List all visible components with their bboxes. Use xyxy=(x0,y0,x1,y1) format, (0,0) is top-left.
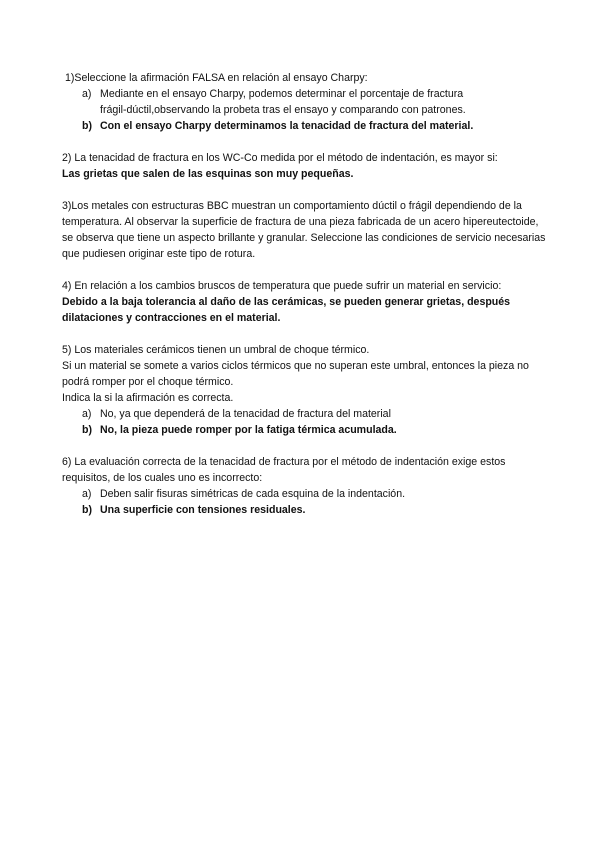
question-1-option-a xyxy=(62,86,574,118)
question-2 xyxy=(62,150,574,182)
question-1-stem: 1)Seleccione la afirmación FALSA en relación al ensayo Charpy: xyxy=(62,72,368,84)
question-5-line-1: 5) Los materiales cerámicos tienen un umbral de choque térmico. xyxy=(62,344,370,356)
option-a-text: No, ya que dependerá de la tenacidad de fractura del material xyxy=(100,408,391,420)
option-b-text: Una superficie con tensiones residuales. xyxy=(100,504,306,516)
question-5-option-a xyxy=(62,406,574,422)
question-5 xyxy=(62,342,574,438)
option-b-text: Con el ensayo Charpy determinamos la tenacidad de fractura del material. xyxy=(100,120,474,132)
question-2-stem: 2) La tenacidad de fractura en los WC-Co medida por el método de indentación, es mayor si: xyxy=(62,152,498,164)
question-5-line-2: Si un material se somete a varios ciclos térmicos que no superan este umbral, entonces la pieza no xyxy=(62,360,529,372)
question-6-line-1: 6) La evaluación correcta de la tenacidad de fractura por el método de indentación exige estos xyxy=(62,456,506,468)
document-body xyxy=(62,70,574,534)
question-3-line-2: temperatura. Al observar la superficie de fractura de una pieza fabricada de un acero hipereutectoide, xyxy=(62,216,539,228)
question-4-answer-line-2: dilataciones y contracciones en el material. xyxy=(62,312,281,324)
question-6-line-2: requisitos, de los cuales uno es incorrecto: xyxy=(62,472,263,484)
question-1 xyxy=(62,70,574,134)
question-3-line-4: que pudiesen originar este tipo de rotura. xyxy=(62,248,256,260)
question-6 xyxy=(62,454,574,518)
question-5-option-b xyxy=(62,422,574,438)
question-5-line-3: podrá romper por el choque térmico. xyxy=(62,376,234,388)
option-a-marker: a) xyxy=(82,488,92,500)
question-3 xyxy=(62,198,574,262)
question-4-stem: 4) En relación a los cambios bruscos de temperatura que puede sufrir un material en servicio: xyxy=(62,280,502,292)
question-2-answer: Las grietas que salen de las esquinas son muy pequeñas. xyxy=(62,168,354,180)
question-6-option-b xyxy=(62,502,574,518)
option-b-marker: b) xyxy=(82,424,92,436)
option-a-line-1: Mediante en el ensayo Charpy, podemos determinar el porcentaje de fractura xyxy=(100,88,464,100)
question-1-option-b xyxy=(62,118,574,134)
question-3-line-3: se observa que tiene un aspecto brillante y granular. Seleccione las condiciones de servicio necesarias xyxy=(62,232,546,244)
option-b-marker: b) xyxy=(82,120,92,132)
option-a-line-2: frágil-dúctil,observando la probeta tras el ensayo y comparando con patrones. xyxy=(100,104,466,116)
question-4 xyxy=(62,278,574,326)
option-b-text: No, la pieza puede romper por la fatiga térmica acumulada. xyxy=(100,424,397,436)
question-4-answer-line-1: Debido a la baja tolerancia al daño de las cerámicas, se pueden generar grietas, después xyxy=(62,296,511,308)
question-6-option-a xyxy=(62,486,574,502)
question-3-line-1: 3)Los metales con estructuras BBC muestran un comportamiento dúctil o frágil dependiendo de la xyxy=(62,200,522,212)
option-b-marker: b) xyxy=(82,504,92,516)
option-a-text: Deben salir fisuras simétricas de cada esquina de la indentación. xyxy=(100,488,406,500)
question-5-line-4: Indica la si la afirmación es correcta. xyxy=(62,392,234,404)
option-a-marker: a) xyxy=(82,408,92,420)
option-a-marker: a) xyxy=(82,88,92,100)
